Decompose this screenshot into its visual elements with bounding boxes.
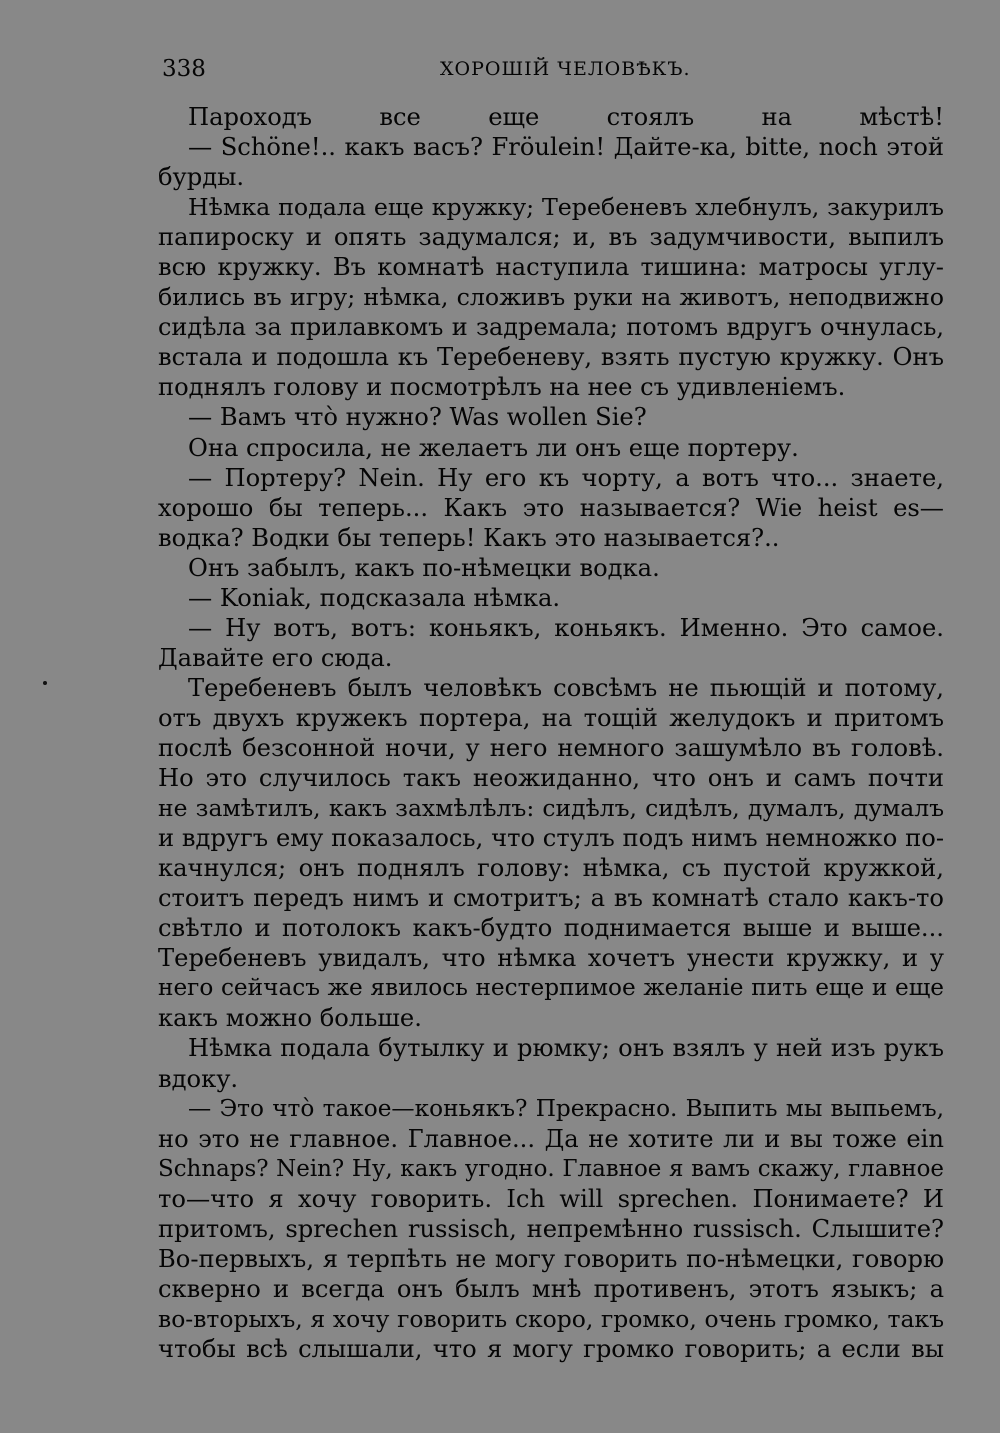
text-line: — Schöne!.. какъ васъ? Fröulein! Дайте-ка, bitte, noch этой — [188, 133, 944, 162]
text-line: Онъ забылъ, какъ по-нѣмецки водка. — [188, 553, 660, 582]
text-line: встала и подошла къ Теребеневу, взять пустую кружку. Онъ — [158, 343, 944, 372]
text-line: притомъ, sprechen russisch, непремѣнно russisch. Слышите? — [158, 1214, 944, 1243]
text-line: Теребеневъ увидалъ, что нѣмка хочетъ унести кружку, и у — [158, 944, 944, 973]
text-line: сидѣла за прилавкомъ и задремала; потомъ вдругъ очнулась, — [158, 313, 944, 342]
text-line: — Портеру? Nein. Ну его къ чорту, а вотъ что... знаете, — [188, 463, 944, 492]
text-line: вдоку. — [158, 1064, 239, 1093]
text-line: чтобы всѣ слышали, что я могу громко говорить; а если вы — [158, 1334, 944, 1363]
text-line: бурды. — [158, 163, 245, 192]
running-title: ХОРОШІЙ ЧЕЛОВѢКЪ. — [440, 58, 691, 80]
text-line: поднялъ голову и посмотрѣлъ на нее съ удивленіемъ. — [158, 373, 846, 402]
text-line: то—что я хочу говорить. Ich will sprechen. Понимаете? И — [158, 1184, 944, 1213]
text-line: и вдругъ ему показалось, что стулъ подъ нимъ немножко по- — [158, 824, 944, 853]
page-header — [158, 50, 944, 90]
text-line: стоитъ передъ нимъ и смотритъ; а въ комнатѣ стало какъ-то — [158, 884, 944, 913]
text-line: отъ двухъ кружекъ портера, на тощій желудокъ и притомъ — [158, 703, 944, 732]
text-line: Теребеневъ былъ человѣкъ совсѣмъ не пьющій и потому, — [188, 673, 944, 702]
text-line: во-вторыхъ, я хочу говорить скоро, громко, очень громко, такъ — [158, 1304, 944, 1333]
text-line: не замѣтилъ, какъ захмѣлѣлъ: сидѣлъ, сидѣлъ, думалъ, думалъ — [158, 794, 944, 823]
text-line: водка? Водки бы теперь! Какъ это называется?.. — [158, 523, 780, 552]
text-line: Пароходъ все еще стоялъ на мѣстѣ! — [188, 103, 944, 131]
text-line: него сейчасъ же явилось нестерпимое желаніе пить еще и еще — [158, 974, 944, 1002]
text-line: бились въ игру; нѣмка, сложивъ руки на животъ, неподвижно — [158, 283, 944, 312]
text-line: хорошо бы теперь... Какъ это называется? Wie heist es— — [158, 493, 944, 522]
text-line: — Ну вотъ, вотъ: коньякъ, коньякъ. Именно. Это самое. — [188, 613, 944, 642]
body-text — [158, 102, 944, 1364]
text-line: Во-первыхъ, я терпѣть не могу говорить по-нѣмецки, говорю — [158, 1244, 944, 1273]
text-line: всю кружку. Въ комнатѣ наступила тишина: матросы углу- — [158, 253, 944, 282]
text-line: — Koniak, подсказала нѣмка. — [188, 583, 561, 612]
text-line: Она спросила, не желаетъ ли онъ еще портеру. — [188, 433, 799, 462]
text-line: скверно и всегда онъ былъ мнѣ противенъ, этотъ языкъ; а — [158, 1274, 944, 1303]
text-line: Нѣмка подала бутылку и рюмку; онъ взялъ у ней изъ рукъ — [188, 1034, 944, 1063]
text-line: Давайте его сюда. — [158, 643, 393, 672]
text-line: какъ можно больше. — [158, 1004, 422, 1033]
text-line: свѣтло и потолокъ какъ-будто поднимается выше и выше... — [158, 914, 944, 943]
text-line: Schnaps? Nein? Ну, какъ угодно. Главное я вамъ скажу, главное — [158, 1155, 944, 1182]
page-speck — [43, 681, 47, 685]
text-line: папироску и опять задумался; и, въ задумчивости, выпилъ — [158, 223, 944, 252]
text-line: качнулся; онъ поднялъ голову: нѣмка, съ пустой кружкой, — [158, 854, 944, 883]
text-line: Нѣмка подала еще кружку; Теребеневъ хлебнулъ, закурилъ — [188, 193, 944, 222]
page-number: 338 — [162, 56, 206, 82]
book-page — [158, 50, 944, 1364]
text-line: — Вамъ что̀ нужно? Was wollen Sie? — [188, 403, 647, 432]
text-line: Но это случилось такъ неожиданно, что онъ и самъ почти — [158, 764, 944, 793]
text-line: послѣ безсонной ночи, у него немного зашумѣло въ головѣ. — [158, 733, 944, 762]
text-line: — Это что̀ такое—коньякъ? Прекрасно. Выпить мы выпьемъ, — [188, 1094, 944, 1122]
text-line: но это не главное. Главное... Да не хотите ли и вы тоже ein — [158, 1124, 944, 1153]
